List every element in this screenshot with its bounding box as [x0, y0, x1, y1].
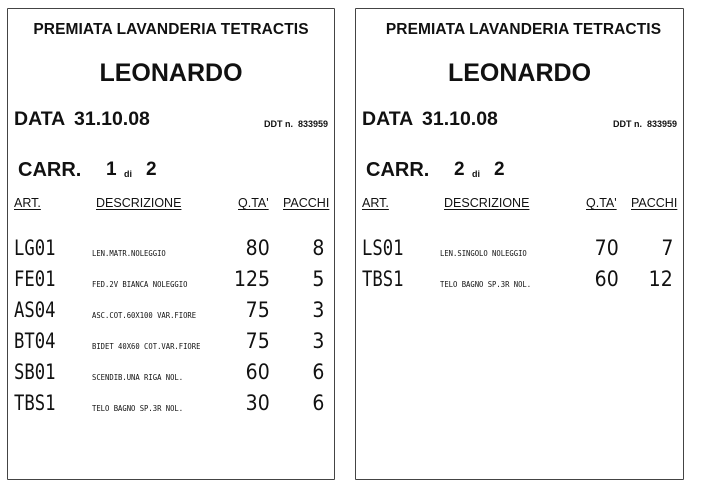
item-quantity: 75	[245, 329, 270, 353]
header-art: ART.	[14, 196, 41, 210]
item-quantity: 30	[245, 391, 270, 415]
customer-name: LEONARDO	[99, 59, 243, 87]
item-quantity: 125	[233, 267, 270, 291]
cart-label: CARR.	[366, 159, 430, 181]
items-list	[356, 233, 683, 295]
company-name: PREMIATA LAVANDERIA TETRACTIS	[385, 21, 662, 38]
ddt-number: 833959	[646, 119, 677, 129]
item-description: LEN.SINGOLO NOLEGGIO	[440, 248, 527, 258]
ddt-number: 833959	[297, 119, 328, 129]
item-row	[8, 357, 334, 388]
ddt-label: DDT n.	[612, 119, 642, 129]
item-code: LS01	[362, 236, 404, 260]
item-code: AS04	[14, 298, 56, 322]
item-description: ASC.COT.60X100 VAR.FIORE	[92, 310, 197, 320]
item-description: TELO BAGNO SP.3R NOL.	[440, 279, 532, 289]
item-description: LEN.MATR.NOLEGGIO	[92, 248, 166, 258]
date-label: DATA	[14, 108, 66, 130]
date-value: 31.10.08	[74, 108, 150, 130]
item-packs: 12	[648, 267, 673, 291]
date-label: DATA	[362, 108, 414, 130]
item-quantity: 70	[594, 236, 619, 260]
item-code: LG01	[14, 236, 56, 260]
header-art: ART.	[362, 196, 389, 210]
item-packs: 7	[660, 236, 673, 260]
item-description: BIDET 40X60 COT.VAR.FIORE	[92, 341, 201, 351]
items-list	[8, 233, 334, 419]
date-value: 31.10.08	[422, 108, 498, 130]
item-description: FED.2V BIANCA NOLEGGIO	[92, 279, 188, 289]
item-code: SB01	[14, 360, 56, 384]
ddt-reference	[613, 119, 677, 129]
cart-total: 2	[146, 159, 157, 180]
item-quantity: 75	[245, 298, 270, 322]
item-description: TELO BAGNO SP.3R NOL.	[92, 403, 184, 413]
item-quantity: 60	[245, 360, 270, 384]
cart-of-label: di	[124, 169, 132, 179]
ddt-label: DDT n.	[263, 119, 293, 129]
header-quantity: Q.TA'	[238, 196, 269, 210]
header-packs: PACCHI	[631, 196, 678, 210]
header-description: DESCRIZIONE	[444, 196, 530, 210]
header-description: DESCRIZIONE	[96, 196, 182, 210]
cart-number: 1	[106, 159, 117, 180]
item-code: FE01	[14, 267, 56, 291]
item-code: TBS1	[362, 267, 404, 291]
customer-name: LEONARDO	[447, 59, 592, 87]
cart-number: 2	[454, 159, 465, 180]
item-packs: 5	[311, 267, 324, 291]
item-row	[8, 295, 334, 326]
item-row	[356, 264, 683, 295]
company-name: PREMIATA LAVANDERIA TETRACTIS	[33, 21, 309, 38]
item-packs: 3	[311, 329, 324, 353]
item-row	[8, 388, 334, 419]
item-row	[356, 233, 683, 264]
item-quantity: 80	[245, 236, 270, 260]
item-description: SCENDIB.UNA RIGA NOL.	[92, 372, 184, 382]
cart-label: CARR.	[18, 159, 82, 181]
item-code: TBS1	[14, 391, 56, 415]
item-row	[8, 233, 334, 264]
item-packs: 6	[311, 391, 324, 415]
item-row	[8, 326, 334, 357]
delivery-label-card-2	[355, 8, 684, 480]
header-packs: PACCHI	[283, 196, 330, 210]
delivery-label-card-1	[7, 8, 335, 480]
item-row	[8, 264, 334, 295]
cart-of-label: di	[472, 169, 480, 179]
item-packs: 3	[311, 298, 324, 322]
item-code: BT04	[14, 329, 56, 353]
ddt-reference	[264, 119, 328, 129]
item-packs: 8	[311, 236, 324, 260]
cart-total: 2	[494, 159, 505, 180]
item-quantity: 60	[594, 267, 619, 291]
item-packs: 6	[311, 360, 324, 384]
header-quantity: Q.TA'	[586, 196, 617, 210]
